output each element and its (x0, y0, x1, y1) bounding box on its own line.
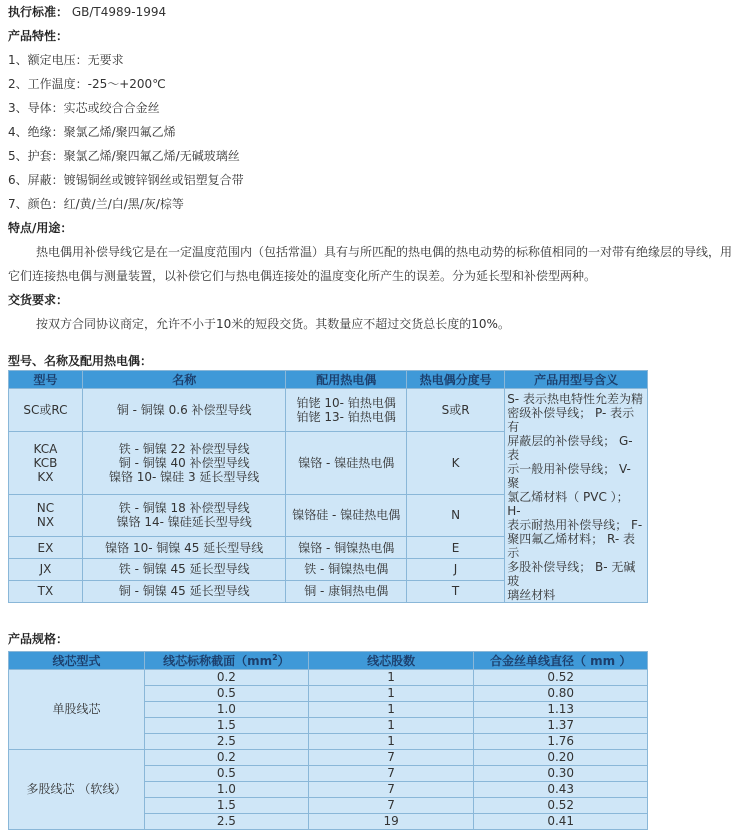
diameter-cell: 1.13 (474, 702, 648, 718)
col-header-graduation: 热电偶分度号 (406, 371, 504, 389)
spec-table-row (9, 670, 648, 686)
cross-section-cell: 1.5 (144, 718, 308, 734)
strands-cell: 1 (308, 686, 474, 702)
name-cell: 铁 - 铜镍 45 延长型导线 (82, 559, 286, 581)
spec-table (8, 651, 648, 830)
cross-section-cell: 0.5 (144, 766, 308, 782)
name-cell: 铜 - 铜镍 0.6 补偿型导线 (82, 389, 286, 432)
thermocouple-cell: 铜 - 康铜热电偶 (286, 580, 407, 602)
core-type-cell: 多股线芯 （软线） (9, 750, 145, 830)
graduation-cell: J (406, 559, 504, 581)
spec-table-title: 产品规格： (8, 632, 69, 646)
delivery-title: 交货要求： (8, 293, 69, 307)
cross-section-cell: 0.5 (144, 686, 308, 702)
spec-table-row (9, 750, 648, 766)
feature-item: 6、屏蔽：镀锡铜丝或镀锌钢丝或铝塑复合带 (8, 173, 244, 187)
diameter-cell: 1.76 (474, 734, 648, 750)
strands-cell: 1 (308, 670, 474, 686)
usage-title: 特点/用途： (8, 221, 73, 235)
feature-item: 5、护套：聚氯乙烯/聚四氟乙烯/无碱玻璃丝 (8, 149, 240, 163)
graduation-cell: T (406, 580, 504, 602)
col-header-core-type: 线芯型式 (9, 652, 145, 670)
strands-cell: 1 (308, 718, 474, 734)
standard-line (8, 0, 748, 24)
diameter-cell: 0.52 (474, 798, 648, 814)
graduation-cell: E (406, 537, 504, 559)
model-table (8, 370, 648, 603)
cross-section-cell: 0.2 (144, 750, 308, 766)
strands-cell: 1 (308, 734, 474, 750)
thermocouple-cell: 镍铬 - 铜镍热电偶 (286, 537, 407, 559)
model-cell: JX (9, 559, 83, 581)
col-header-name: 名称 (82, 371, 286, 389)
col-header-model: 型号 (9, 371, 83, 389)
meaning-cell: S- 表示热电特性允差为精 密级补偿导线； P- 表示有 屏蔽层的补偿导线； G- 表 示一般用补偿导线； V- 聚 氯乙烯材料（ PVC ）； H- 表示耐热用补偿导线； F- 聚四氟乙烯材料； R- 表示 多股补偿导线； B- 无碱玻 璃丝材料 (505, 389, 648, 603)
diameter-cell: 0.30 (474, 766, 648, 782)
diameter-cell: 0.52 (474, 670, 648, 686)
cross-section-superscript: 2 (272, 653, 278, 662)
cross-section-cell: 0.2 (144, 670, 308, 686)
strands-cell: 7 (308, 766, 474, 782)
thermocouple-cell: 镍铬 - 镍硅热电偶 (286, 431, 407, 494)
delivery-paragraph: 按双方合同协议商定，允许不小于10米的短段交货。其数量应不超过交货总长度的10%。 (36, 317, 510, 331)
graduation-cell: N (406, 494, 504, 537)
cross-section-label: 线芯标称截面（mm (163, 654, 273, 668)
usage-paragraph: 热电偶用补偿导线它是在一定温度范围内（包括常温）具有与所匹配的热电偶的热电动势的标称值相同的一对带有绝缘层的导线，用它们连接热电偶与测量装置，以补偿它们与热电偶连接处的温度变化所产生的误差。分为延长型和补偿型两种。 (8, 245, 733, 283)
standard-label: 执行标准： (8, 5, 69, 19)
thermocouple-cell: 铁 - 铜镍热电偶 (286, 559, 407, 581)
name-cell: 铜 - 铜镍 45 延长型导线 (82, 580, 286, 602)
model-cell: SC或RC (9, 389, 83, 432)
model-table-row (9, 389, 648, 432)
spec-table-header (9, 652, 648, 670)
model-cell: KCA KCB KX (9, 431, 83, 494)
feature-item: 3、导体：实芯或绞合合金丝 (8, 101, 160, 115)
features-title: 产品特性： (8, 29, 69, 43)
cross-section-cell: 1.0 (144, 782, 308, 798)
model-cell: TX (9, 580, 83, 602)
cross-section-paren: ） (277, 654, 290, 668)
strands-cell: 7 (308, 798, 474, 814)
model-cell: NC NX (9, 494, 83, 537)
name-cell: 铁 - 铜镍 18 补偿型导线 镍铬 14- 镍硅延长型导线 (82, 494, 286, 537)
cross-section-cell: 2.5 (144, 734, 308, 750)
diameter-cell: 0.41 (474, 814, 648, 830)
name-cell: 镍铬 10- 铜镍 45 延长型导线 (82, 537, 286, 559)
col-header-diameter: 合金丝单线直径（ mm ） (474, 652, 648, 670)
standard-value: GB/T4989-1994 (71, 5, 167, 19)
strands-cell: 19 (308, 814, 474, 830)
col-header-cross-section (144, 652, 308, 670)
name-cell: 铁 - 铜镍 22 补偿型导线 铜 - 铜镍 40 补偿型导线 镍铬 10- 镍硅 3 延长型导线 (82, 431, 286, 494)
diameter-cell: 1.37 (474, 718, 648, 734)
diameter-cell: 0.20 (474, 750, 648, 766)
model-table-header (9, 371, 648, 389)
diameter-cell: 0.80 (474, 686, 648, 702)
diameter-cell: 0.43 (474, 782, 648, 798)
model-cell: EX (9, 537, 83, 559)
col-header-thermocouple: 配用热电偶 (286, 371, 407, 389)
thermocouple-cell: 铂铑 10- 铂热电偶 铂铑 13- 铂热电偶 (286, 389, 407, 432)
graduation-cell: K (406, 431, 504, 494)
core-type-cell: 单股线芯 (9, 670, 145, 750)
graduation-cell: S或R (406, 389, 504, 432)
feature-item: 7、颜色：红/黄/兰/白/黑/灰/棕等 (8, 197, 184, 211)
strands-cell: 1 (308, 702, 474, 718)
strands-cell: 7 (308, 750, 474, 766)
feature-item: 2、工作温度：-25～+200℃ (8, 77, 166, 91)
features-list (8, 48, 748, 216)
thermocouple-cell: 镍铬硅 - 镍硅热电偶 (286, 494, 407, 537)
col-header-strands: 线芯股数 (308, 652, 474, 670)
cross-section-cell: 2.5 (144, 814, 308, 830)
col-header-meaning: 产品用型号含义 (505, 371, 648, 389)
feature-item: 1、额定电压：无要求 (8, 53, 124, 67)
model-table-title: 型号、名称及配用热电偶： (8, 354, 153, 368)
cross-section-cell: 1.0 (144, 702, 308, 718)
cross-section-cell: 1.5 (144, 798, 308, 814)
feature-item: 4、绝缘：聚氯乙烯/聚四氟乙烯 (8, 125, 176, 139)
strands-cell: 7 (308, 782, 474, 798)
